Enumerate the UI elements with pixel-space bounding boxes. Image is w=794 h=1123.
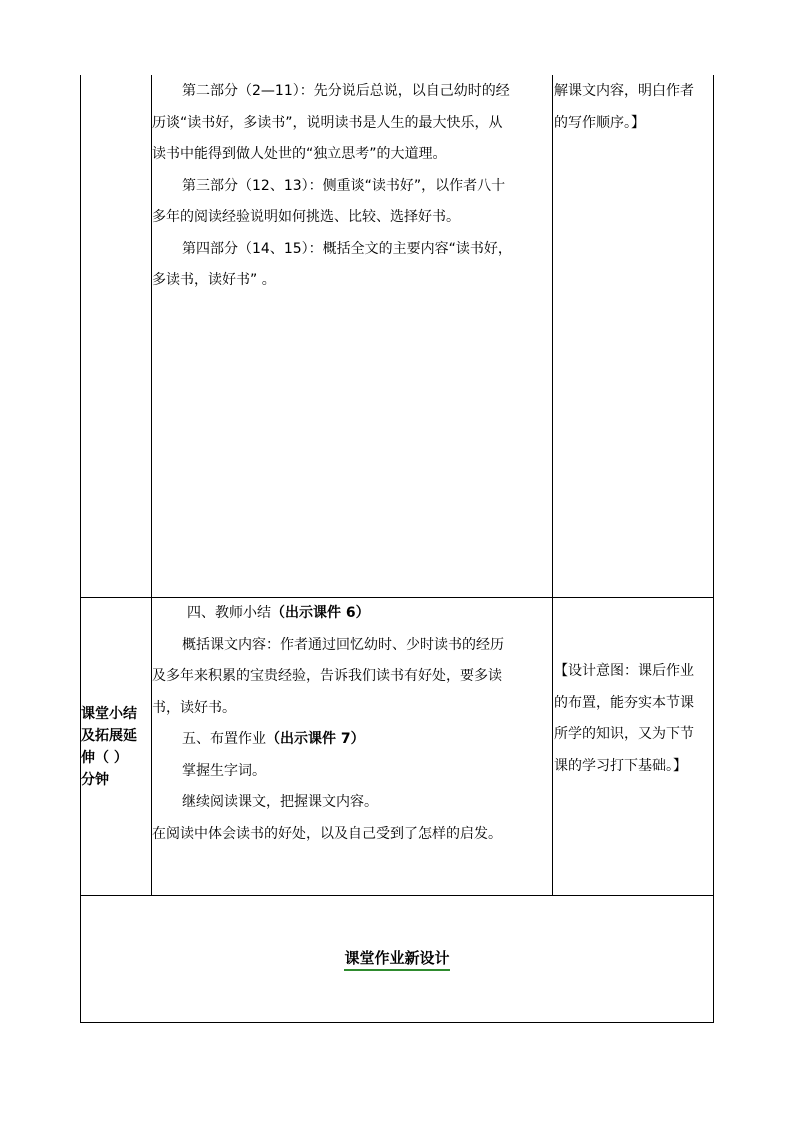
note-line: 【设计意图：课后作业: [554, 663, 694, 679]
note-line: 的写作顺序。】: [554, 114, 645, 131]
paragraph-line: 书，读好书。: [152, 699, 236, 716]
section-label: [81, 703, 151, 791]
paragraph-line: 概括课文内容：作者通过回忆幼时、少时读书的经历: [182, 636, 504, 653]
summary-design-notes: [554, 656, 694, 782]
paragraph-line: 多年的阅读经验说明如何挑选、比较、选择好书。: [152, 209, 460, 225]
upper-main-content: [152, 76, 512, 297]
paragraph-line: 继续阅读课文，把握课文内容。: [182, 794, 378, 810]
note-line: 的布置，能夯实本节课: [554, 694, 694, 711]
paragraph-line: 及多年来积累的宝贵经验，告诉我们读书有好处，要多读: [152, 668, 502, 684]
heading-homework: 五、布置作业（出示课件 7）: [182, 731, 365, 747]
paragraph-line: 掌握生字词。: [182, 762, 266, 779]
section-label-line: 伸（ ）: [81, 750, 128, 766]
note-line: 课的学习打下基础。】: [554, 757, 687, 774]
column-divider-notes: [552, 75, 553, 895]
footer-title-text: 课堂作业新设计: [344, 948, 449, 971]
paragraph-line: 第三部分（12、13）：侧重谈“读书好”，以作者八十: [182, 177, 506, 194]
paragraph-line: 第二部分（2—11）：先分说后总说，以自己幼时的经: [182, 83, 510, 99]
heading-teacher-summary: 四、教师小结（出示课件 6）: [187, 605, 370, 621]
summary-main-content: [152, 598, 504, 850]
row-divider-footer: [80, 895, 714, 896]
footer-title: [0, 948, 794, 971]
section-label-line: 分钟: [81, 772, 109, 788]
paragraph-line: 第四部分（14、15）：概括全文的主要内容“读书好，: [182, 240, 512, 257]
note-line: 解课文内容，明白作者: [554, 83, 694, 99]
paragraph-line: 历谈“读书好，多读书”，说明读书是人生的最大快乐，从: [152, 114, 503, 131]
paragraph-line: 在阅读中体会读书的好处，以及自己受到了怎样的启发。: [152, 825, 502, 842]
note-line: 所学的知识，又为下节: [554, 726, 694, 742]
table-border-bottom: [80, 1022, 714, 1023]
upper-design-notes: [554, 76, 694, 139]
section-label-line: 课堂小结: [81, 706, 137, 722]
paragraph-line: 读书中能得到做人处世的“独立思考”的大道理。: [152, 146, 447, 162]
table-border-right: [713, 75, 714, 1023]
section-label-line: 及拓展延: [81, 728, 137, 744]
table-border-left: [80, 75, 81, 1023]
paragraph-line: 多读书，读好书” 。: [152, 272, 276, 288]
